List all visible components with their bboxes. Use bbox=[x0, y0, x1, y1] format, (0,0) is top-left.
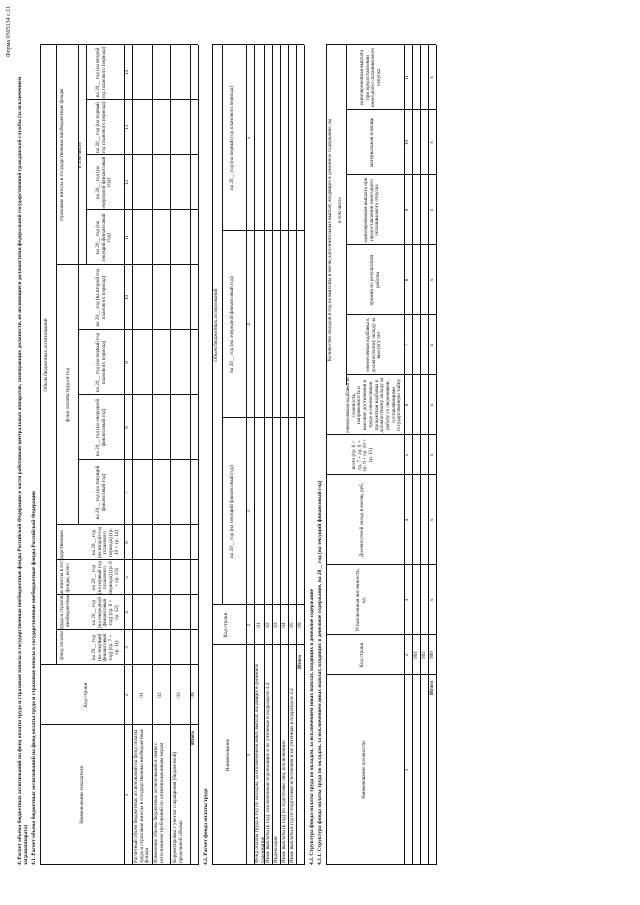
t1-colnum: 8 bbox=[124, 426, 130, 429]
t3-total-code: 900 bbox=[429, 651, 435, 659]
t1-row-name: Корректировка с учетом сокращения (бюджетной) предельной объема bbox=[172, 751, 184, 863]
form-label: Форма 0505134 с.11 bbox=[6, 6, 12, 58]
section431-title: 4.3.1. Структура фонда оплаты труда по окладам, за исключением иных выплат, входящих в денежное содержание, на 20__ год (на текущий финансовый год) bbox=[317, 480, 323, 865]
x-mark: x bbox=[429, 343, 435, 347]
t1-period: на 20__ год (на текущий финансовый год) (гр. 7 + гр. 11) bbox=[91, 633, 120, 662]
t2-row-code: 04 bbox=[281, 622, 287, 628]
t2-total-label: Итого bbox=[297, 655, 303, 669]
t1-header-fot-ins: фонд оплаты труда и страховые взносы в государственные внебюджетные фонды, всего bbox=[59, 530, 71, 660]
t2-row-name: Иные выплаты (в год) по подготовке лиц, исключенные bbox=[281, 740, 287, 863]
t2-header-name: Наименование bbox=[225, 738, 231, 772]
t3-colnum: 6 bbox=[404, 403, 410, 407]
t1-header-incl: в том числе bbox=[77, 142, 83, 168]
t2-colnum: 2 bbox=[246, 623, 252, 627]
t1-period: на 20__ год (на очередной финансовый год) bbox=[95, 156, 113, 209]
t3-header-total: всего (гр. 6 + гр. 7 + гр. 8 + гр. 9 + гр. 10 + гр. 11) bbox=[351, 438, 375, 472]
section43-title: 4.3. Структура фонда оплаты труда по окладам, за исключением иных выплат, входящих в денежное содержание bbox=[309, 588, 315, 865]
t1-colnum: 7 bbox=[124, 491, 130, 494]
x-mark: x bbox=[429, 76, 435, 79]
t1-period: на 20__ год (на очередной финансовый год) bbox=[95, 398, 107, 457]
t1-header-name: Наименование показателя bbox=[79, 766, 85, 824]
t3-row-code: 001 bbox=[413, 651, 419, 659]
t3-header-group: Количество окладов в год на выплаты в месяц дополнительных выплат, входящих в денежное содержание, на bbox=[327, 118, 333, 362]
t1-colnum: 13 bbox=[124, 124, 130, 131]
t3-row-code: 002 bbox=[421, 651, 427, 659]
section42-title: 4.2. Расчет фонда оплаты труда bbox=[203, 788, 209, 865]
t1-colnum: 2 bbox=[124, 693, 130, 697]
t3-colnum: 9 bbox=[404, 208, 410, 212]
t3-subheader: премии по результатам работы bbox=[369, 254, 381, 306]
t2-row-code: 02 bbox=[265, 622, 271, 628]
t3-header-incl: в том числе bbox=[337, 197, 343, 223]
t3-colnum: 5 bbox=[404, 453, 410, 457]
t1-colnum: 5 bbox=[124, 576, 130, 579]
t1-period: на 20__ год (на второй год планового периода) (гр. 10 + гр. 14) bbox=[91, 526, 120, 559]
t1-colnum: 10 bbox=[124, 294, 130, 301]
x-mark: x bbox=[429, 598, 435, 602]
t1-header-group: Объем бюджетных ассигнований bbox=[43, 318, 49, 392]
t3-colnum: 7 bbox=[404, 343, 410, 347]
t1-total-label: Итого bbox=[190, 731, 196, 745]
x-mark: x bbox=[429, 453, 435, 457]
t3-subheader: ежемесячная надбавка за сложность, напряженность и высокие достижения в труде и ежемесячная процентная надбавка к должностному окладу за работу со сведениями, составляющими государственную тайну bbox=[345, 377, 403, 433]
t3-total-label: Итого bbox=[429, 681, 435, 695]
section41-title: 4.1. Расчет объема бюджетных ассигнований на фонд оплаты труда и страховые взносы в государственные внебюджетные фонды Российской Федерации bbox=[31, 491, 37, 865]
t3-subheader: ежемесячная надбавка к должностному окладу за выслугу лет bbox=[365, 317, 383, 373]
t3-subheader: единовременная выплата при предоставлении ежегодного оплачиваемого отпуска bbox=[359, 47, 383, 108]
t2-row-name: Иные выплаты в год по подготовке исполнения и не учтенные в подразделе 4.4 bbox=[289, 688, 295, 863]
t1-colnum: 14 bbox=[124, 69, 130, 76]
x-mark: x bbox=[429, 141, 435, 144]
t2-header-group: Объем бюджетных ассигнований bbox=[213, 288, 219, 362]
t3-colnum: 10 bbox=[404, 139, 410, 146]
t1-row-code: 01 bbox=[139, 692, 145, 698]
t1-row-code: 02 bbox=[157, 692, 163, 698]
section4-title: 4. Расчет объема бюджетных ассигнований на фонд оплаты труда и страховые взносы в государственные внебюджетные фонды Российской Федерации в части работников центральных аппаратов, замещающих должности, не являющиеся должностями федеральной государственной гражданской службы (за исключением загранаппарата) bbox=[17, 76, 29, 865]
t2-period: на 20__ год (на первый год планового периода) bbox=[229, 85, 235, 191]
x-mark: x bbox=[429, 208, 435, 212]
t1-colnum: 11 bbox=[124, 235, 130, 240]
t2-row-code: 03 bbox=[273, 622, 279, 628]
t3-colnum: 2 bbox=[404, 653, 410, 657]
t1-period: на 20__ год (на текущий финансовый год) bbox=[95, 465, 107, 520]
t3-header-salary: Должностной оклад в месяц, руб. bbox=[359, 482, 365, 558]
t2-colnum: 1 bbox=[246, 753, 252, 757]
t1-row-name: Изменение объема бюджетных ассигнований в связи с исполнением требований по оптимизационным мерам bbox=[153, 742, 165, 863]
t2-colnum: 3 bbox=[246, 510, 252, 513]
t1-header-ins: страховые взносы в государственные внебюджетные фонды bbox=[59, 88, 65, 222]
t3-colnum: 4 bbox=[404, 518, 410, 522]
t1-period: на 20__ год (на первый год планового периода) bbox=[95, 332, 107, 393]
t3-header-code: Код строки bbox=[359, 642, 365, 668]
t3-header-count: Установленная численность, ед. bbox=[355, 568, 367, 632]
t3-colnum: 8 bbox=[404, 278, 410, 282]
t2-row-name: Иные выплаты (в год), исключенные подлежащие и не учтенные в подразделе 4.4 bbox=[265, 682, 271, 863]
t2-colnum: 5 bbox=[246, 136, 252, 140]
t2-total-code: 09 bbox=[297, 622, 303, 628]
t2-colnum: 4 bbox=[246, 323, 252, 326]
t1-row-code: 03 bbox=[176, 692, 182, 698]
t2-row-code: 05 bbox=[289, 622, 295, 628]
t2-period: на 20__ год (на очередной финансовый год) bbox=[229, 276, 235, 373]
t1-header-fot: фонд оплаты труда в год bbox=[65, 367, 71, 423]
t1-colnum: 3 bbox=[124, 646, 130, 649]
t1-colnum: 1 bbox=[124, 793, 130, 797]
t1-colnum: 4 bbox=[124, 611, 130, 614]
t1-total-code: 09 bbox=[190, 692, 196, 698]
x-mark: x bbox=[429, 518, 435, 522]
t1-colnum: 9 bbox=[124, 361, 130, 364]
t2-row-name: Индексация bbox=[273, 836, 279, 863]
t1-header-code: Код строки bbox=[83, 682, 89, 708]
t2-period: на 20__ год (на текущий финансовый год) bbox=[229, 465, 235, 558]
x-mark: x bbox=[429, 403, 435, 407]
t1-period: на 20__ год (на текущий финансовый год) bbox=[95, 213, 113, 262]
t1-period: на 20__ год (на второй год планового периода) bbox=[95, 268, 107, 327]
t1-period: на 20__ год (на второй год планового периода) bbox=[95, 46, 107, 99]
t1-period: на 20__ год (на очередной финансовый год) (гр. 8 + гр. 12) bbox=[91, 596, 120, 629]
t1-colnum: 6 bbox=[124, 541, 130, 544]
t2-header-code: Код строки bbox=[223, 612, 229, 638]
x-mark: x bbox=[429, 278, 435, 282]
t3-colnum: 1 bbox=[404, 768, 410, 772]
t1-period: на 20__ год (на первый год планового периода) bbox=[95, 101, 107, 154]
t3-subheader: материальная помощь bbox=[369, 118, 375, 167]
t1-period: на 20__ год (на первый год планового периода) (гр. 9 + гр. 13) bbox=[91, 561, 120, 594]
t3-colnum: 3 bbox=[404, 598, 410, 602]
t2-row-code: 01 bbox=[256, 622, 262, 628]
t3-colnum: 11 bbox=[404, 75, 410, 80]
t2-row-name: Фонд оплаты труда в год по окладам, за исключением иных выплат, входящих в денежное содержание bbox=[254, 663, 266, 863]
t1-colnum: 12 bbox=[124, 179, 130, 186]
t1-row-name: Расчетный объем бюджетных ассигнований на фонд оплаты труда и страховые взносы в государственные внебюджетные фонды bbox=[133, 728, 151, 863]
t3-subheader: единовременная выплата при предоставлении ежегодного оплачиваемого отпуска bbox=[363, 177, 381, 243]
t3-header-name: Наименование должности bbox=[361, 741, 367, 799]
